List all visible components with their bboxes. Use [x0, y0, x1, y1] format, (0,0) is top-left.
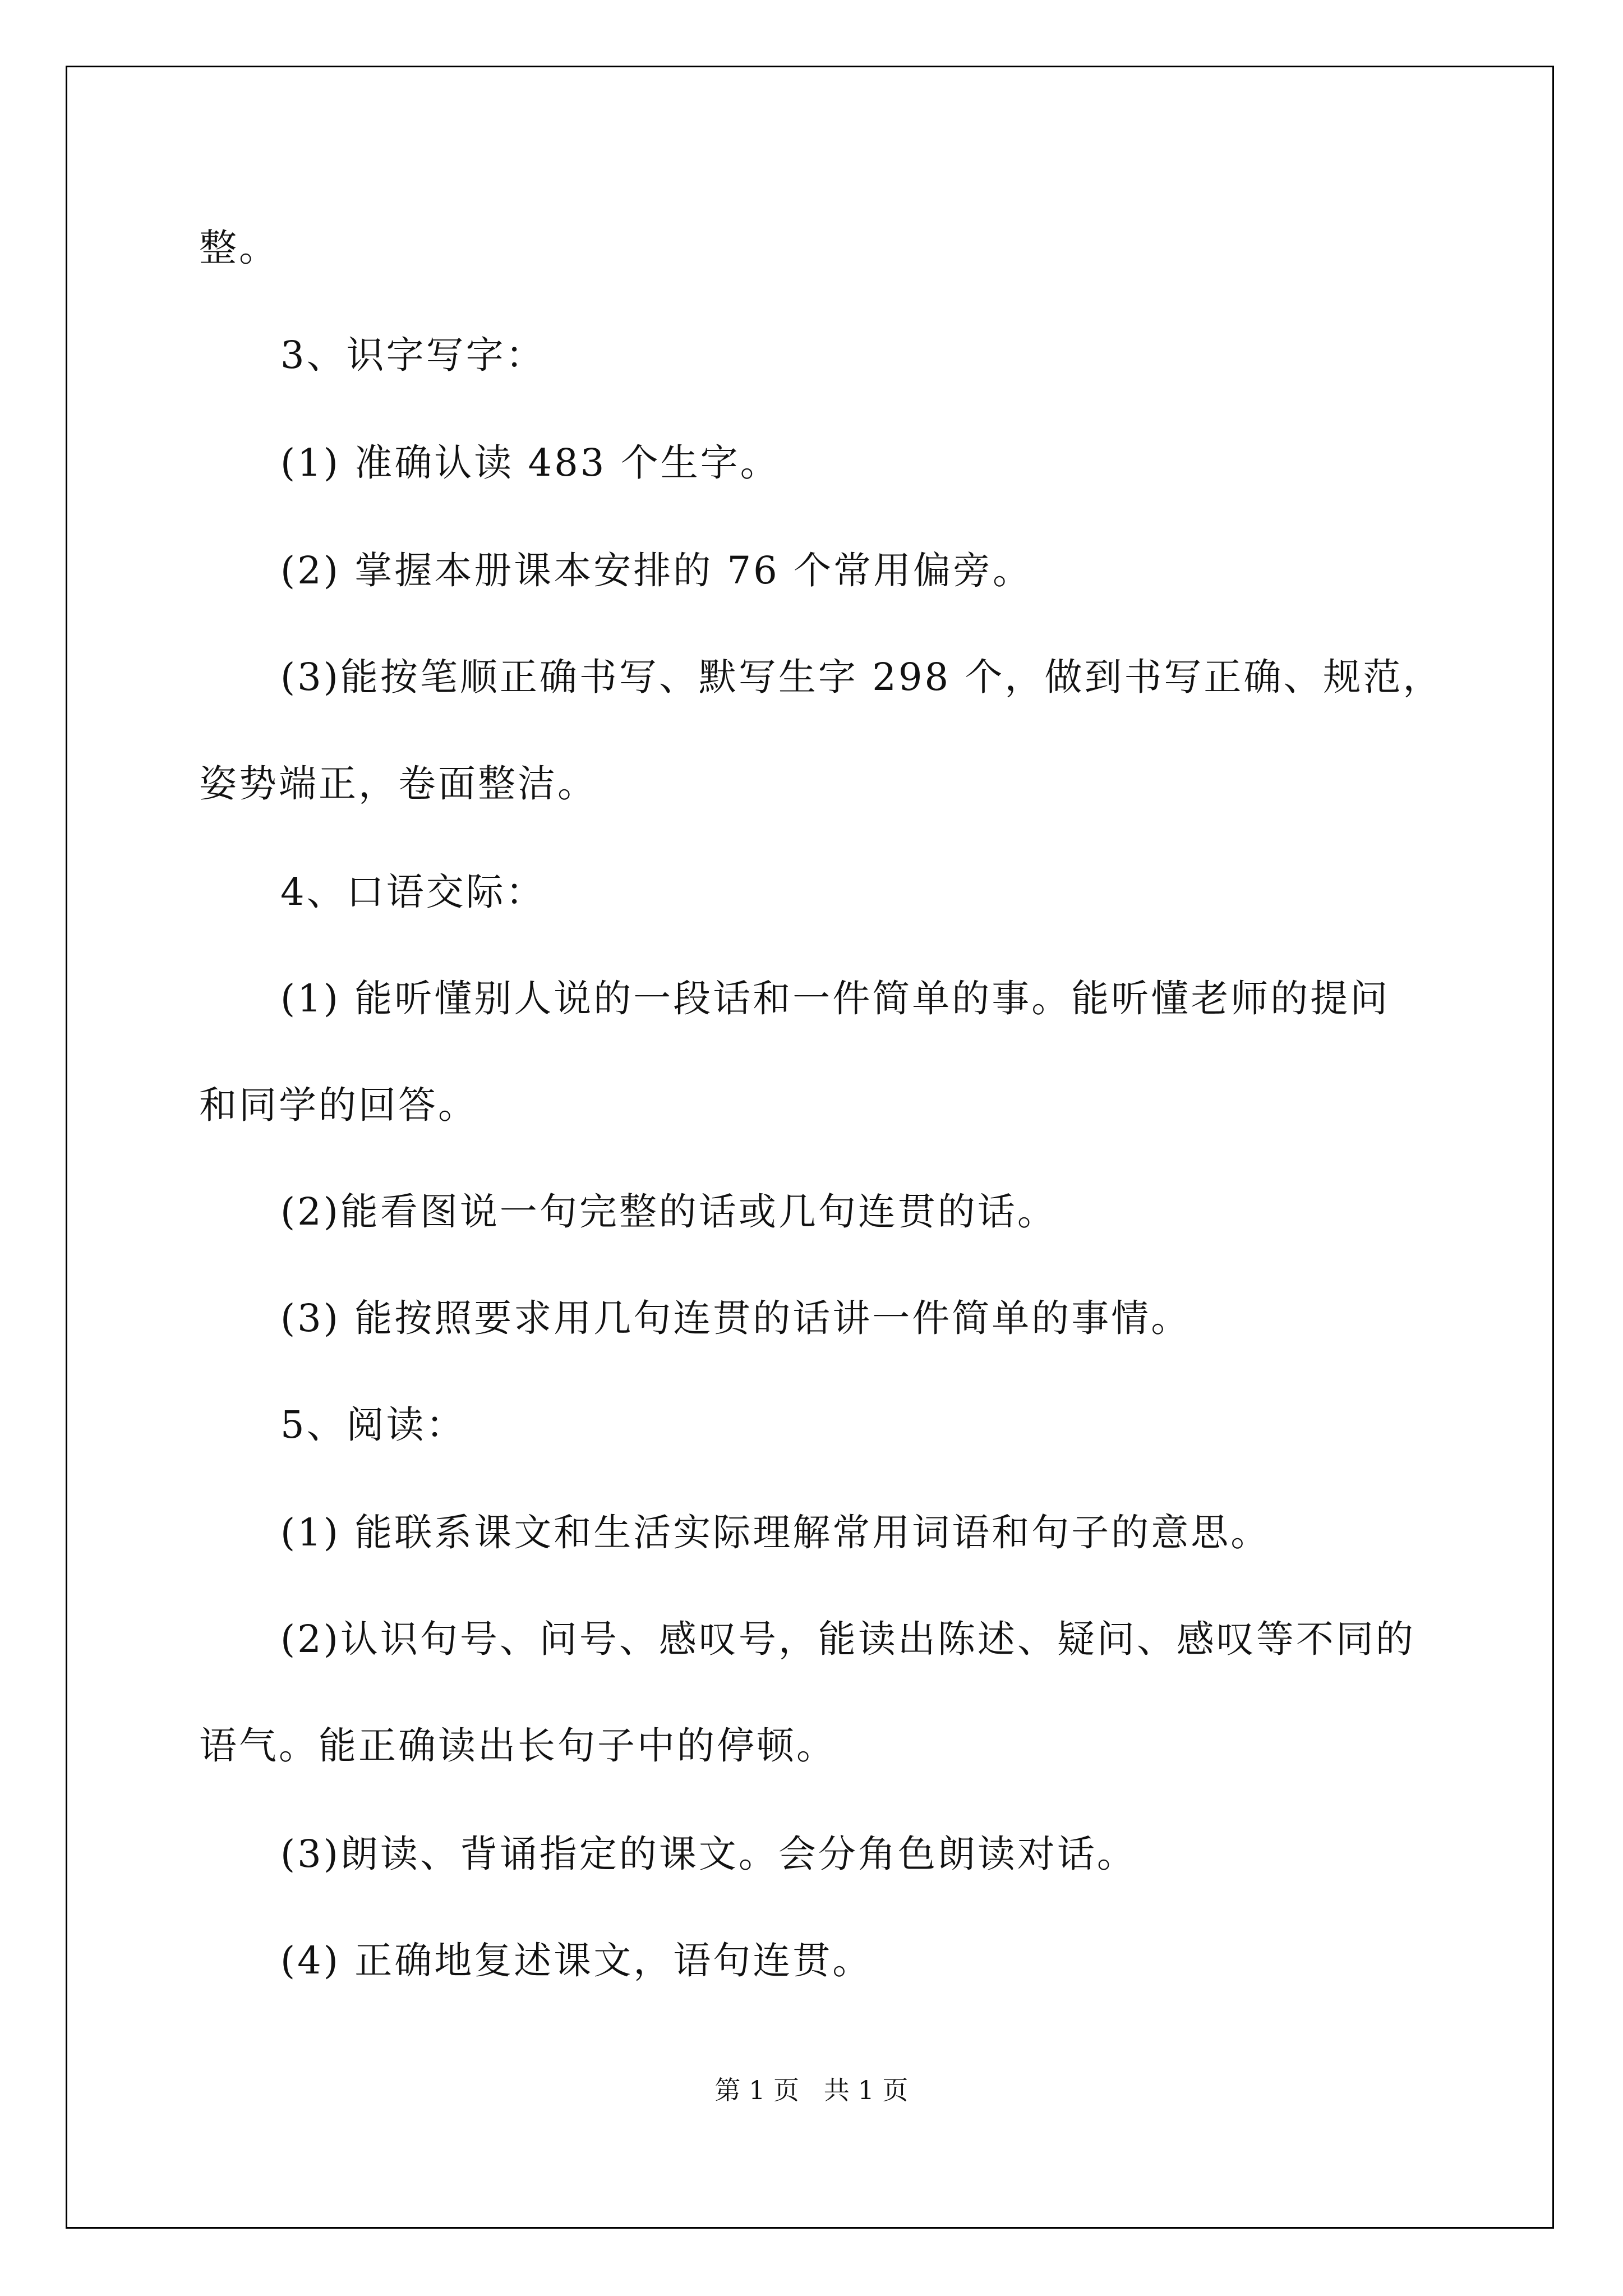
text-line-9: 和同学的回答。 [199, 1083, 478, 1127]
text-line-14: (2)认识句号、问号、感叹号，能读出陈述、疑问、感叹等不同的 [280, 1617, 1415, 1661]
text-line-3: (1) 准确认读 483 个生字。 [280, 441, 780, 485]
text-line-15: 语气。能正确读出长句子中的停顿。 [199, 1724, 836, 1768]
text-line-16: (3)朗读、背诵指定的课文。会分角色朗读对话。 [280, 1832, 1137, 1876]
text-line-13: (1) 能联系课文和生活实际理解常用词语和句子的意思。 [280, 1511, 1271, 1554]
section-heading-literacy: 3、识字写字： [280, 333, 546, 377]
text-line-5: (3)能按笔顺正确书写、默写生字 298 个，做到书写正确、规范， [280, 655, 1443, 699]
text-line-17: (4) 正确地复述课文，语句连贯。 [280, 1939, 873, 1982]
text-line-11: (3) 能按照要求用几句连贯的话讲一件简单的事情。 [280, 1296, 1191, 1340]
text-line-8: (1) 能听懂别人说的一段话和一件简单的事。能听懂老师的提问 [280, 977, 1390, 1020]
text-line-1: 整。 [199, 226, 279, 270]
section-heading-oral: 4、口语交际： [280, 870, 546, 914]
page-number-footer: 第 1 页 共 1 页 [714, 2075, 909, 2105]
section-heading-reading: 5、阅读： [280, 1403, 466, 1447]
text-line-10: (2)能看图说一句完整的话或几句连贯的话。 [280, 1190, 1057, 1234]
page-border [66, 66, 1554, 2229]
text-line-4: (2) 掌握本册课本安排的 76 个常用偏旁。 [280, 549, 1033, 592]
text-line-6: 姿势端正，卷面整洁。 [199, 762, 597, 806]
